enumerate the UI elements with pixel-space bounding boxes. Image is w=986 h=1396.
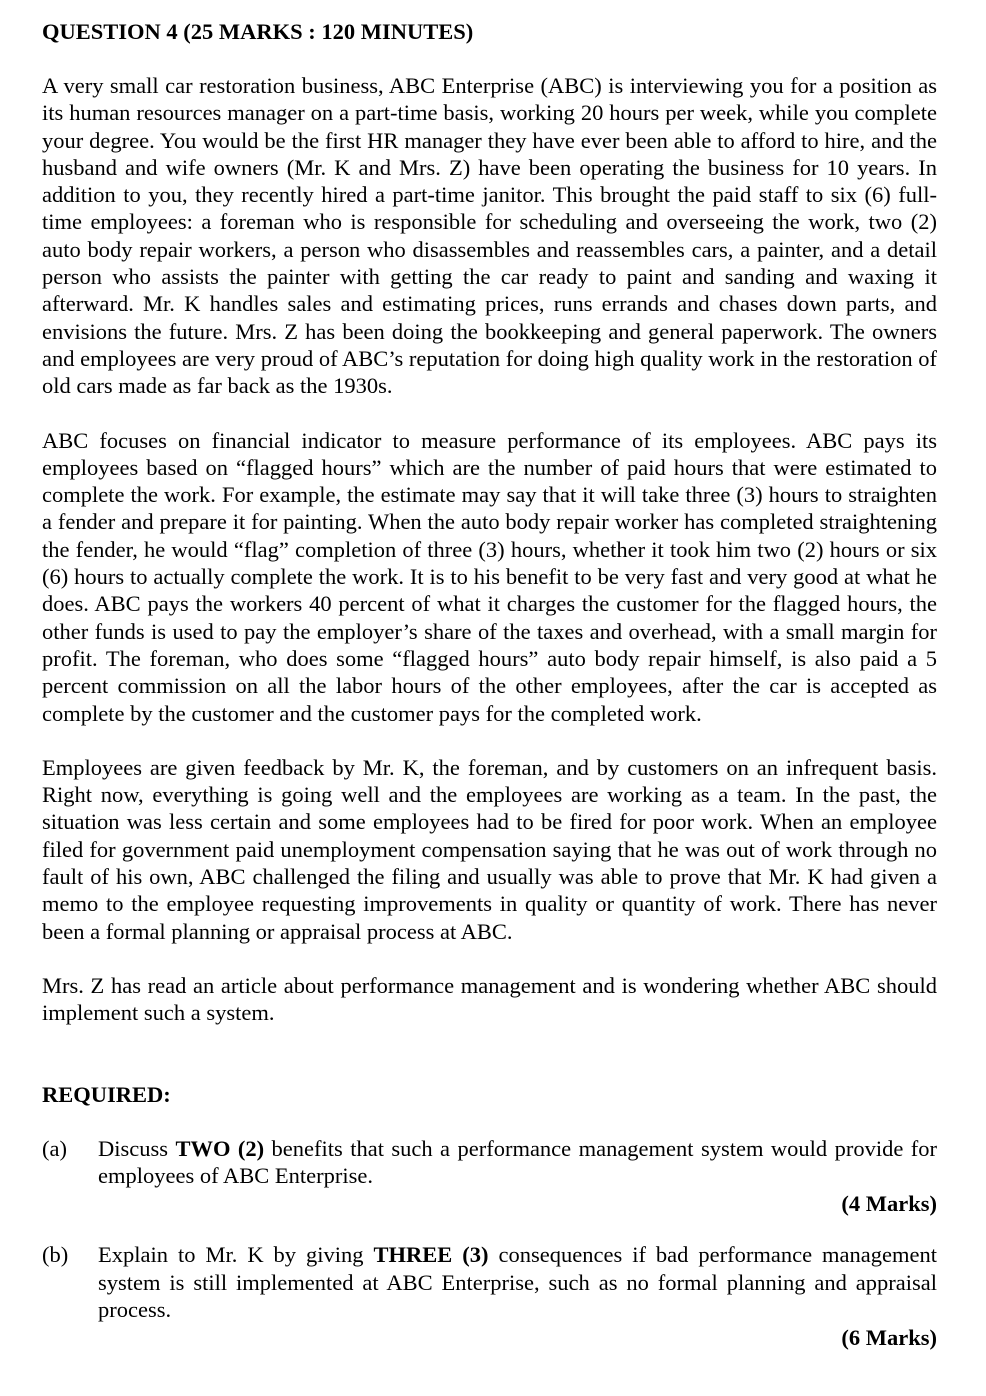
marks-b: (6 Marks) bbox=[841, 1325, 937, 1351]
case-paragraph-1: A very small car restoration business, ABC Enterprise (ABC) is interviewing you for a position as its human resources manager on a part-time basis, working 20 hours per week, while you complete your degree. You would be the first HR manager they have ever been able to afford to hire, and the husband and wife owners (Mr. K and Mrs. Z) have been operating the business for 10 years. In addition to you, they recently hired a part-time janitor. This brought the paid staff to six (6) full-time employees: a foreman who is responsible for scheduling and overseeing the work, two (2) auto body repair workers, a person who disassembles and reassembles cars, a painter, and a detail person who assists the painter with getting the car ready to paint and sanding and waxing it afterward. Mr. K handles sales and estimating prices, runs errands and chases down parts, and envisions the future. Mrs. Z has been doing the bookkeeping and general paperwork. The owners and employees are very proud of ABC’s reputation for doing high quality work in the restoration of old cars made as far back as the 1930s. bbox=[42, 73, 937, 399]
item-label: (b) bbox=[42, 1242, 69, 1268]
question-title: QUESTION 4 (25 MARKS : 120 MINUTES) bbox=[42, 19, 474, 44]
case-paragraph-2: ABC focuses on financial indicator to measure performance of its employees. ABC pays its employees based on “flagged hours” which are the number of paid hours that were estimated to complete the work. For example, the estimate may say that it will take three (3) hours to straighten a fender and prepare it for painting. When the auto body repair worker has completed straightening the fender, he would “flag” completion of three (3) hours, whether it took him two (2) hours or six (6) hours to actually complete the work. It is to his benefit to be very fast and very good at what he does. ABC pays the workers 40 percent of what it charges the customer for the flagged hours, the other funds is used to pay the employer’s share of the taxes and overhead, with a small margin for profit. The foreman, who does some “flagged hours” auto body repair himself, is also paid a 5 percent commission on all the labor hours of the other employees, after the car is accepted as complete by the customer and the customer pays for the completed work. bbox=[42, 427, 937, 726]
case-paragraph-3: Employees are given feedback by Mr. K, the foreman, and by customers on an infrequent basis. Right now, everything is going well and the employees are working as a team. In the past, the situation was less certain and some employees had to be fired for poor work. When an employee filed for government paid unemployment compensation saying that he was out of work through no fault of his own, ABC challenged the filing and usually was able to prove that Mr. K had given a memo to the employee requesting improvements in quality or quantity of work. There has never been a formal planning or appraisal process at ABC. bbox=[42, 754, 937, 944]
item-text bbox=[98, 1241, 937, 1323]
required-heading: REQUIRED: bbox=[42, 1081, 171, 1107]
question-item-b bbox=[42, 1241, 937, 1323]
item-text-emphasis: THREE (3) bbox=[373, 1242, 489, 1268]
item-label: (a) bbox=[42, 1135, 67, 1161]
item-text bbox=[98, 1135, 937, 1190]
question-item-a bbox=[42, 1135, 937, 1190]
item-text-lead: Discuss bbox=[98, 1135, 176, 1161]
marks-a: (4 Marks) bbox=[841, 1191, 937, 1217]
case-paragraph-4: Mrs. Z has read an article about performance management and is wondering whether ABC should implement such a system. bbox=[42, 972, 937, 1026]
item-text-lead: Explain to Mr. K by giving bbox=[98, 1242, 374, 1268]
item-text-emphasis: TWO (2) bbox=[175, 1135, 265, 1161]
item-text-rest: benefits that such a performance management system would provide for employees of ABC Enterprise. bbox=[98, 1135, 937, 1188]
item-text-rest: consequences if bad performance management system is still implemented at ABC Enterprise, such as no formal planning and appraisal process. bbox=[98, 1242, 937, 1322]
question-document bbox=[42, 18, 937, 1352]
